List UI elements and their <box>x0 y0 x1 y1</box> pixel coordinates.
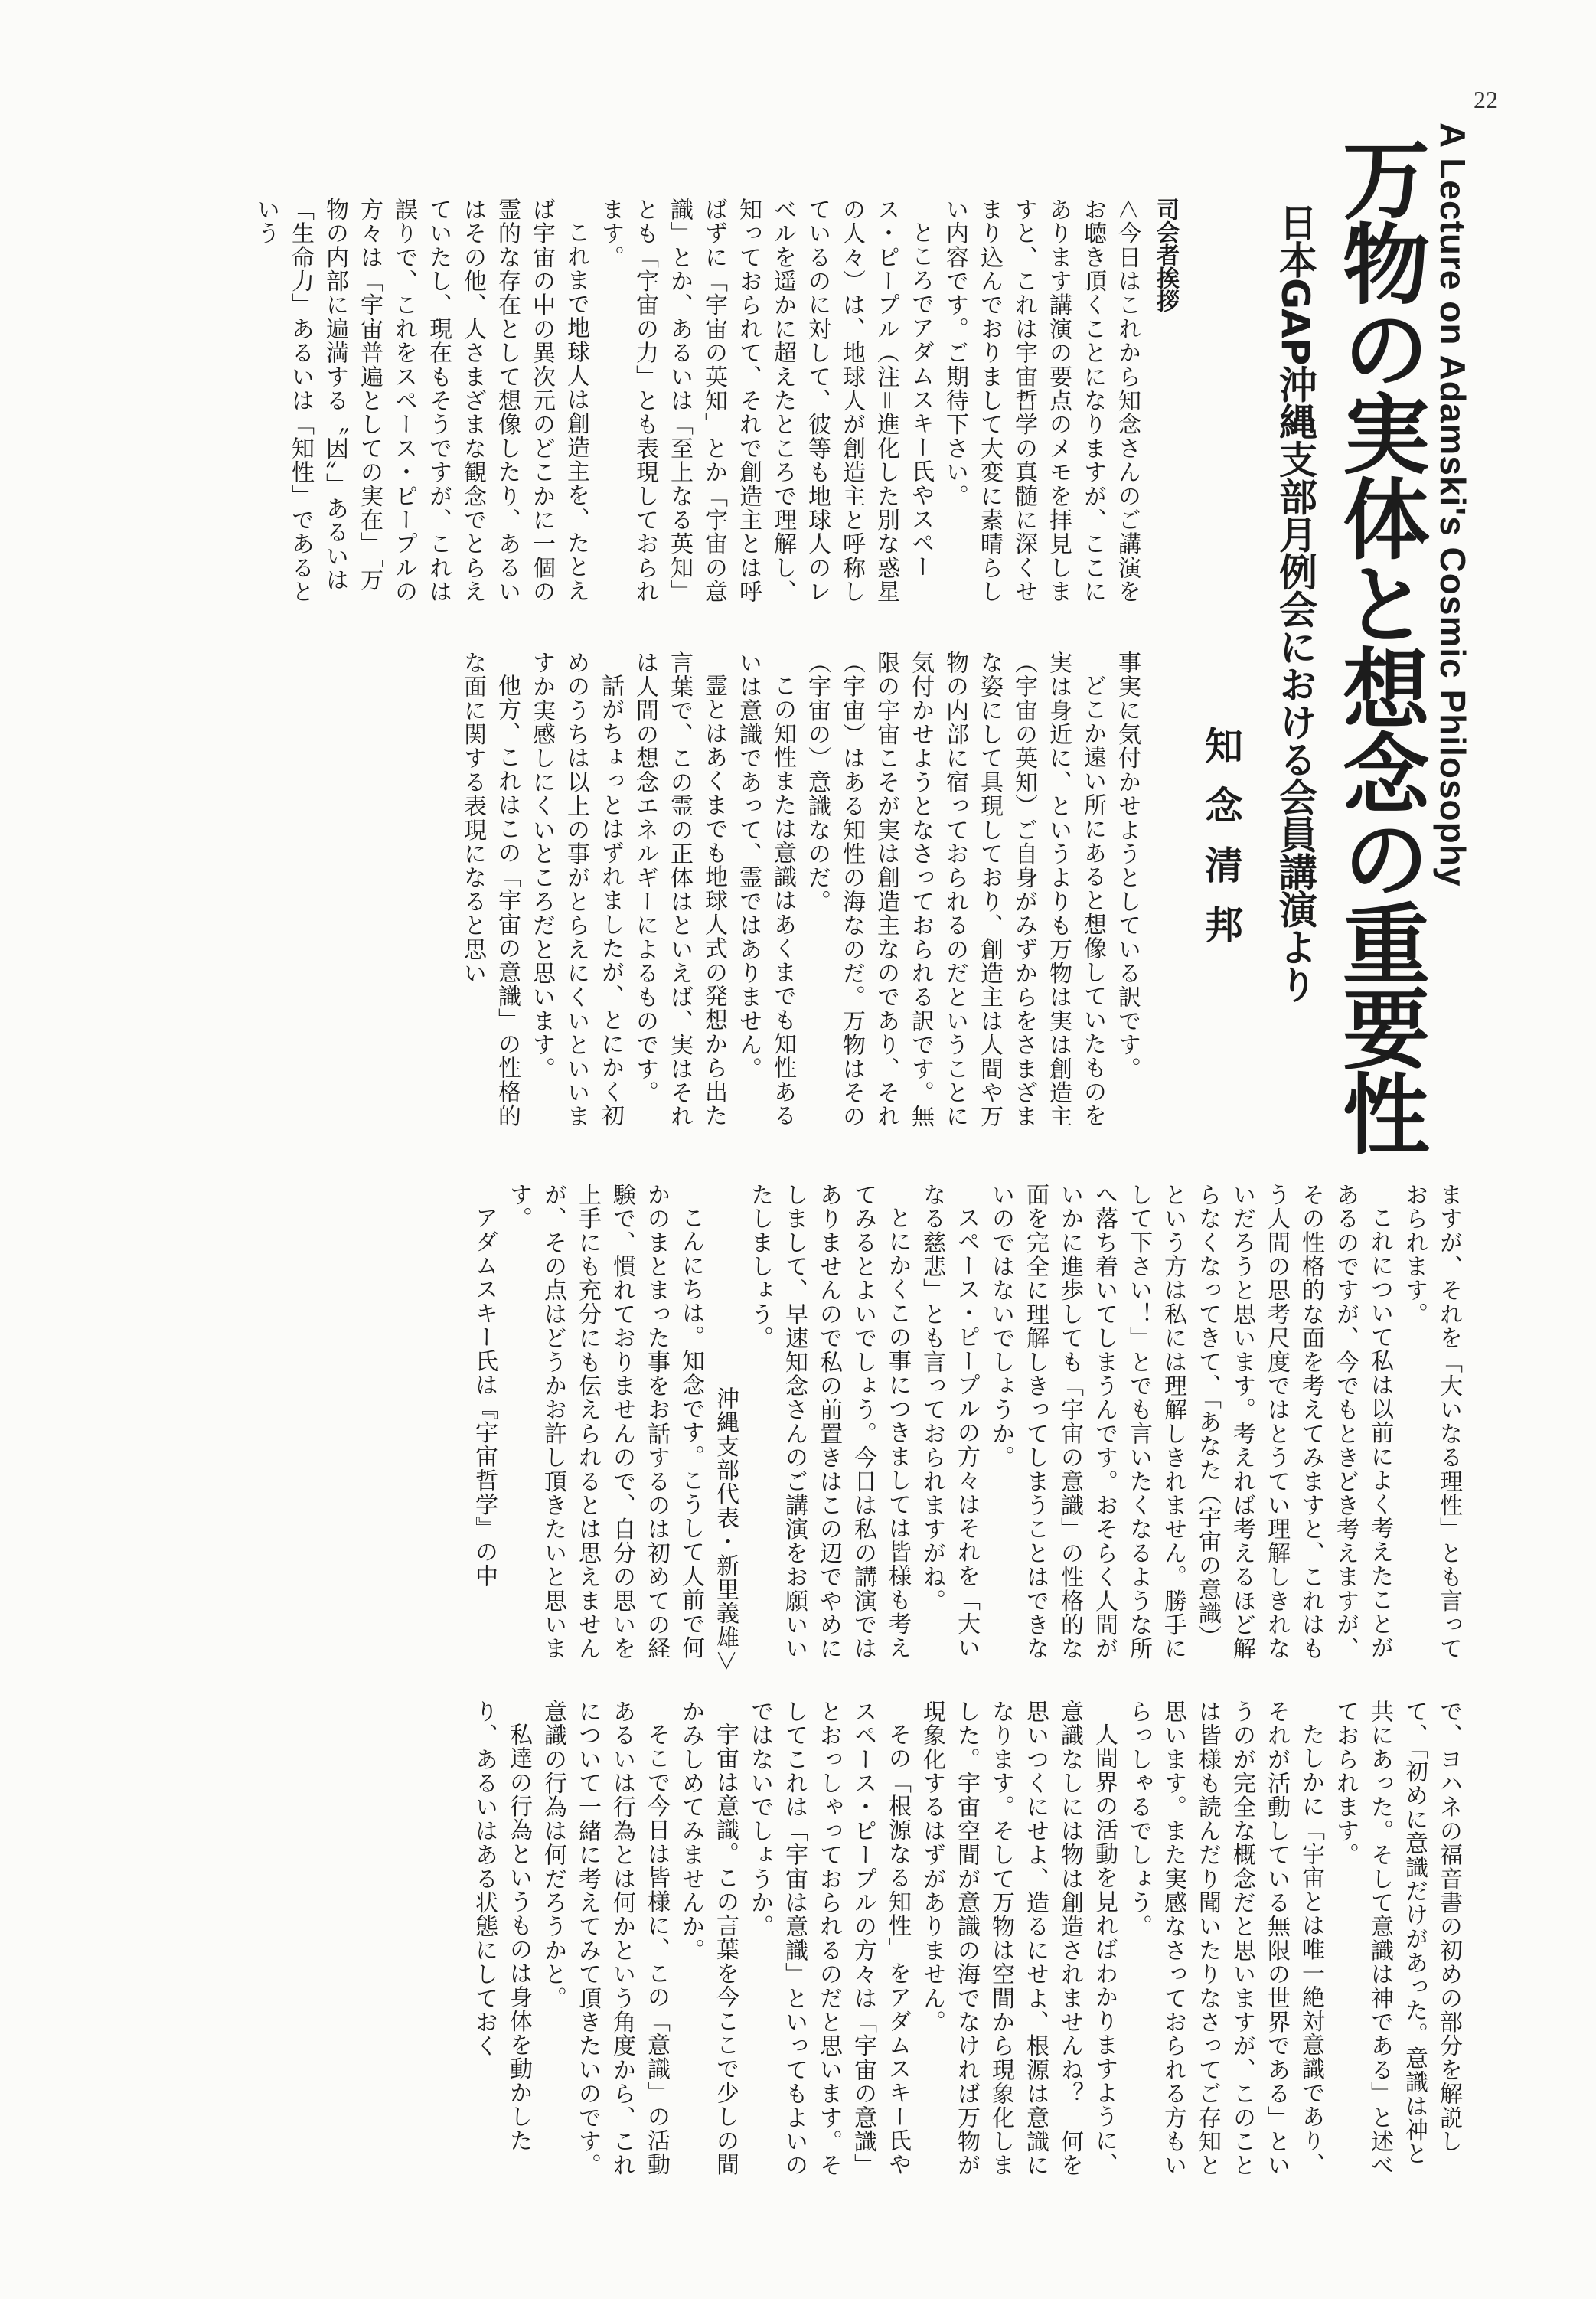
paragraph: スペース・ピープルの方々はそれを「大いなる慈悲」とも言っておられますがね。 <box>919 1183 980 1660</box>
body-tier-3 <box>126 1183 1466 1673</box>
paragraph: ＜今日はこれから知念さんのご講演をお聴き頂くことになりますが、ここにあります講演の要点のメモを拝見しますと、これは宇宙哲学の真髄に深くせまり込んでおりまして大変に素晴らしい内容です。ご期待下さい。 <box>942 198 1141 604</box>
paragraph: これについて私は以前によく考えたことがあるのですが、今でもときどき考えますが、その性格的な面を考えてみますと、これはもう人間の思考尺度ではとうてい理解しきれないだろうと思います。考えれば考えるほど解らなくなってきて、「あなた（宇宙の意識）という方は私には理解しきれません。勝手にして下さい！」とでも言いたくなるような所へ落ち着いてしまうんです。おそらく人間がいかに進歩しても「宇宙の意識」の性格的な面を完全に理解しきってしまうことはできないのではないでしょうか。 <box>987 1183 1393 1661</box>
page-number: 22 <box>1474 86 1498 113</box>
author-name: 知念清邦 <box>1199 726 1244 965</box>
paragraph: で、ヨハネの福音書の初めの部分を解説して、「初めに意識だけがあった。意識は神と共にあった。そして意識は神である」と述べておられます。 <box>1332 1700 1462 2177</box>
paragraph: この知性または意識はあくまでも知性あるいは意識であって、霊ではありません。 <box>735 651 796 1128</box>
paragraph: その「根源なる知性」をアダムスキー氏やスペース・ピープルの方々は「宇宙の意識」とおっしゃっておられるのだと思います。そしてこれは「宇宙は意識」といってもよいのではないでしょうか。 <box>746 1700 911 2177</box>
body-tier-1 <box>126 198 1144 611</box>
paragraph: 宇宙は意識。この言葉を今ここで少しの間かみしめてみませんか。 <box>677 1700 739 2177</box>
paragraph: こんにちは。知念です。こうして人前で何かのまとまった事をお話するのは初めての経験で、慣れておりませんので、自分の思いを上手にも充分にも伝えられるとは思えませんが、その点はどうかお許し頂きたいと思います。 <box>505 1183 704 1661</box>
paragraph: そこで今日は皆様に、この「意識」の活動あるいは行為とは何かという角度から、これについて一緒に考えてみて頂きたいのです。意識の行為は何だろうかと。 <box>540 1700 670 2177</box>
paragraph: ところでアダムスキー氏やスペース・ピープル（注＝進化した別な惑星の人々）は、地球人が創造主と呼称しているのに対して、彼等も地球人のレベルを遥かに超えたところで理解し、知っておられて、それで創造主とは呼ばずに「宇宙の英知」とか「宇宙の意識」とか、あるいは「至上なる英知」とも「宇宙の力」とも表現しておられます。 <box>597 198 934 604</box>
paragraph: どこか遠い所にあると想像していたものを実は身近に、というよりも万物は実は創造主（宇宙の英知）ご自身がみずからをさまざまな姿にして具現しており、創造主は人間や万物の内部に宿っておられるのだということに気付かせようとなさっておられる訳です。無限の宇宙こそが実は創造主なのであり、それ（宇宙）はある知性の海なのだ。万物はその（宇宙の）意識なのだ。 <box>804 651 1106 1128</box>
section-label: 司会者挨拶 <box>1152 198 1179 312</box>
article-title: 万物の実体と想念の重要性 <box>1328 134 1430 1154</box>
paragraph: 人間界の活動を見ればわかりますように、意識なしには物は創造されませんね？ 何を思いつくにせよ、造るにせよ、根源は意識になります。そして万物は空間から現象化しました。宇宙空間が意識の海でなければ万物が現象化するはずがありません。 <box>919 1700 1118 2177</box>
paragraph: アダムスキー氏は『宇宙哲学』の中 <box>471 1206 498 1589</box>
paragraph: 話がちょっとはずれましたが、とにかく初めのうちは以上の事がとらえにくいといいますか実感しにくいところだと思います。 <box>528 651 624 1128</box>
paragraph: とにかくこの事につきましては皆様も考えてみるとよいでしょう。今日は私の講演ではありませんので私の前置きはこの辺でやめにしまして、早速知念さんのご講演をお願いいたしましょう。 <box>746 1183 911 1661</box>
paragraph: たしかに「宇宙とは唯一絶対意識であり、それが活動している無限の世界である」というのが完全な概念だと思いますが、このことは皆様も読んだり聞いたりなさってご存知と思います。また実感なさっておられる方もいらっしゃるでしょう。 <box>1125 1700 1324 2177</box>
article-eyebrow: A Lecture on Adamski's Cosmic Philosophy <box>1433 122 1473 887</box>
paragraph: 霊とはあくまでも地球人式の発想から出た言葉で、この霊の正体はといえば、実はそれは人間の想念エネルギーによるものです。 <box>632 651 727 1128</box>
body-tier-4 <box>126 1700 1466 2190</box>
moderator-signature-text: 沖縄支部代表・新里義雄＞ <box>712 1386 739 1673</box>
paragraph: 他方、これはこの「宇宙の意識」の性格的な面に関する表現になると思い <box>459 651 521 1128</box>
moderator-signature <box>708 1183 743 1673</box>
paragraph: 事実に気付かせようとしている訳です。 <box>1114 651 1141 1081</box>
paragraph: 私達の行為というものは身体を動かしたり、あるいはある状態にしておく <box>471 1700 532 2153</box>
paragraph: これまで地球人は創造主を、たとえば宇宙の中の異次元のどこかに一個の霊的な存在として想像したり、あるいはその他、人さまざまな観念でとらえていたし、現在もそうですが、これは誤りで、これをスペース・ピープルの方々は「宇宙普遍としての実在」「万物の内部に遍満する〝因〟」あるいは「生命力」あるいは「知性」であるという <box>253 198 589 604</box>
paragraph: ますが、それを「大いなる理性」とも言っておられます。 <box>1401 1183 1462 1661</box>
article-subtitle: 日本GAP沖縄支部月例会における会員講演より <box>1273 203 1317 1003</box>
body-tier-2 <box>126 651 1144 1141</box>
